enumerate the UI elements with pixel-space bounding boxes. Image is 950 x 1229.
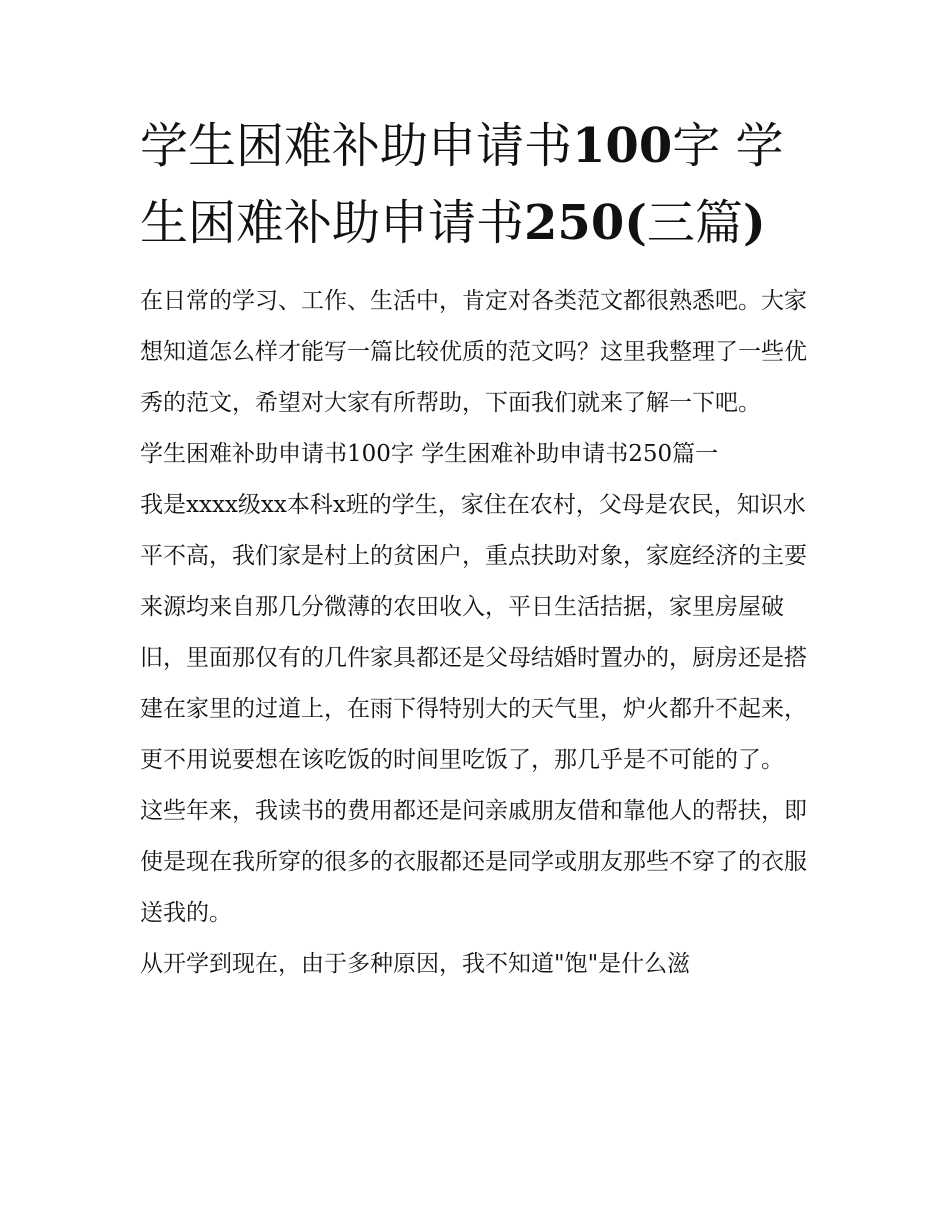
intro-paragraph: 在日常的学习、工作、生活中，肯定对各类范文都很熟悉吧。大家想知道怎么样才能写一篇比较优质的范文吗？这里我整理了一些优秀的范文，希望对大家有所帮助，下面我们就来了解一下吧。 bbox=[140, 288, 807, 416]
document-body bbox=[140, 276, 820, 990]
body-paragraph: 我是xxxx级xx本科x班的学生，家住在农村，父母是农民，知识水平不高，我们家是村上的贫困户，重点扶助对象，家庭经济的主要来源均来自那几分微薄的农田收入，平日生活拮据，家里房屋破旧，里面那仅有的几件家具都还是父母结婚时置办的，厨房还是搭建在家里的过道上，在雨下得特别大的天气里，炉火都升不起来，更不用说要想在该吃饭的时间里吃饭了，那几乎是不可能的了。 bbox=[140, 492, 807, 773]
section-heading: 学生困难补助申请书100字 学生困难补助申请书250篇一 bbox=[140, 441, 719, 467]
body-paragraph: 这些年来，我读书的费用都还是问亲戚朋友借和靠他人的帮扶，即使是现在我所穿的很多的衣服都还是同学或朋友那些不穿了的衣服送我的。 bbox=[140, 798, 807, 926]
body-paragraph: 从开学到现在，由于多种原因，我不知道"饱"是什么滋 bbox=[140, 951, 691, 977]
document-title: 学生困难补助申请书100字 学生困难补助申请书250(三篇) bbox=[140, 118, 784, 251]
